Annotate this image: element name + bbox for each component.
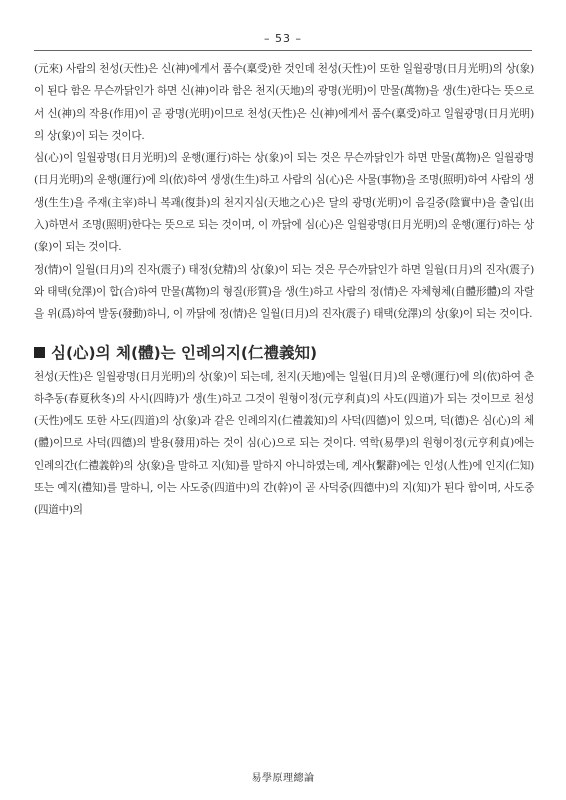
square-bullet-icon: [34, 347, 45, 358]
page-body: [34, 58, 534, 522]
book-title-footer: 易學原理總論: [251, 773, 315, 784]
body-paragraph: 심(心)이 일월광명(日月光明)의 운행(運行)하는 상(象)이 되는 것은 무슨까닭인가 하면 만물(萬物)은 일월광명(日月光明)의 운행(運行)에 의(依)하여 생생(生生)하고 사람의 심(心)은 사물(事物)을 조명(照明)하여 사람의 생생(生生)을 주재(主宰)하니 복괘(復卦)의 천지지심(天地之心)은 달의 광명(光明)이 음길중(陰實中)을 출입(出入)하면서 조명(照明)한다는 뜻으로 되는 것이며, 이 까닭에 심(心)은 일월광명(日月光明)의 운행(運行)하는 상(象)이 되는 것이다.: [34, 152, 534, 254]
page-number: – 53 –: [264, 32, 302, 45]
body-paragraph: (元來) 사람의 천성(天性)은 신(神)에게서 품수(稟受)한 것인데 천성(天性)이 또한 일월광명(日月光明)의 상(象)이 된다 함은 무슨까닭인가 하면 신(神)이라 함은 천지(天地)의 광명(光明)이 만물(萬物)을 생(生)한다는 뜻으로서 신(神)의 작용(作用)이 곧 광명(光明)이므로 천성(天性)은 신(神)에게서 품수(稟受)하고 일월광명(日月光明)의 상(象)이 되는 것이다.: [34, 63, 534, 142]
section-heading: [34, 340, 534, 366]
body-paragraph: 천성(天性)은 일월광명(日月光明)의 상(象)이 되는데, 천지(天地)에는 일월(日月)의 운행(運行)에 의(依)하여 춘하추동(春夏秋冬)의 사시(四時)가 생(生)하고 그것이 원형이정(元亨利貞)의 사도(四道)가 되는 것이므로 천성(天性)에도 또한 사도(四道)의 상(象)과 같은 인례의지(仁禮義知)의 사덕(四德)이 있으며, 덕(德)은 심(心)의 체(體)이므로 사덕(四德)의 발용(發用)하는 것이 심(心)으로 되는 것이다. 역학(易學)의 원형이정(元亨利貞)에는 인례의간(仁禮義幹)의 상(象)을 말하고 지(知)를 말하지 아니하였는데, 계사(繫辭)에는 인성(人性)에 인지(仁知) 또는 예지(禮知)를 말하니, 이는 사도중(四道中)의 간(幹)이 곧 사덕중(四德中)의 지(知)가 된다 함이며, 사도중(四道中)의: [34, 370, 534, 517]
header-rule: [34, 50, 532, 51]
body-paragraph: 정(情)이 일월(日月)의 진자(震子) 태정(兌精)의 상(象)이 되는 것은 무슨까닭인가 하면 일월(日月)의 진자(震子)와 태택(兌澤)이 합(合)하여 만물(萬物)의 형질(形質)을 생(生)하고 사람의 정(情)은 자체형체(自體形體)의 자랄을 위(爲)하여 발동(發動)하니, 이 까닭에 정(情)은 일월(日月)의 진자(震子) 태택(兌澤)의 상(象)이 되는 것이다.: [34, 263, 534, 321]
section-heading-text: 심(心)의 체(體)는 인례의지(仁禮義知): [51, 343, 318, 362]
